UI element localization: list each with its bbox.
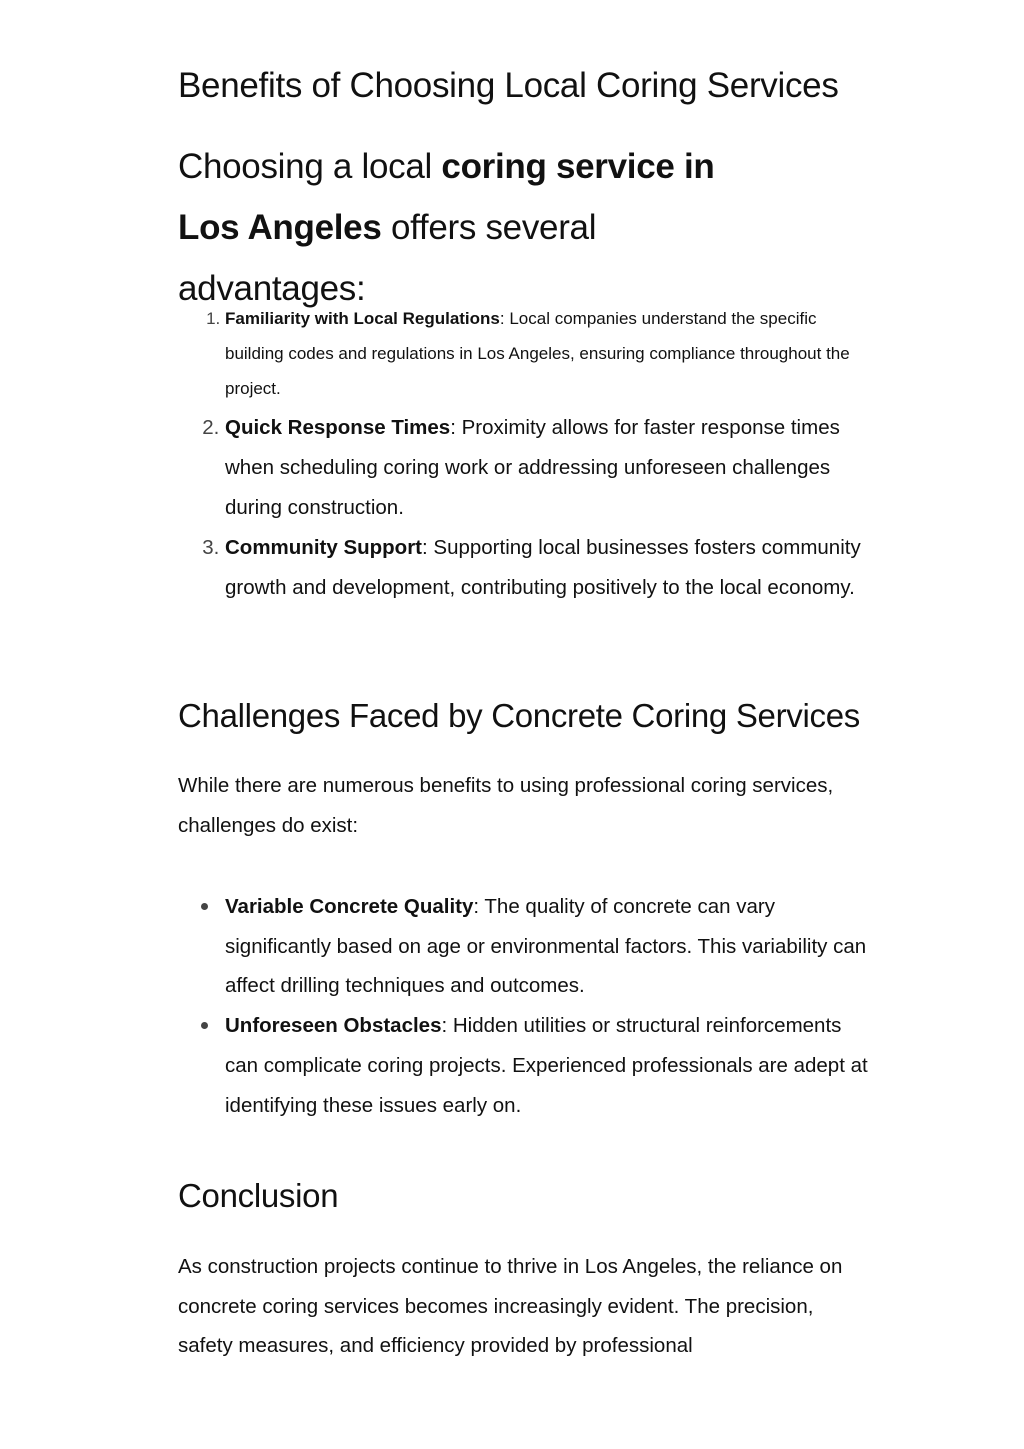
list-item — [225, 887, 875, 1006]
challenges-list — [178, 887, 875, 1125]
list-item — [225, 528, 875, 608]
list-item-title: Unforeseen Obstacles — [225, 1014, 442, 1038]
list-item-title: Community Support — [225, 536, 423, 559]
conclusion-heading: Conclusion — [178, 1177, 339, 1214]
list-item — [225, 1006, 875, 1125]
challenges-intro: While there are numerous benefits to using professional coring services, challenges do exist: — [178, 774, 834, 837]
challenges-heading: Challenges Faced by Concrete Coring Services — [178, 697, 860, 734]
list-item — [225, 408, 875, 528]
list-item-text: : Hidden utilities or structural reinforcements can complicate coring projects. Experienced professionals are adept at identifying these issues early on. — [225, 1014, 868, 1117]
list-item — [225, 301, 875, 406]
benefits-heading: Benefits of Choosing Local Coring Services — [178, 66, 839, 105]
list-item-text: : Proximity allows for faster response times when scheduling coring work or addressing unforeseen challenges during construction. — [225, 416, 840, 519]
benefits-intro-post: offers several advantages: — [178, 208, 597, 308]
benefits-intro-pre: Choosing a local — [178, 147, 442, 186]
list-item-title: Variable Concrete Quality — [225, 895, 474, 918]
list-item-title: Quick Response Times — [225, 416, 451, 439]
list-item-text: : The quality of concrete can vary significantly based on age or environmental factors. This variability can affect drilling techniques and outcomes. — [225, 895, 867, 998]
list-item-title: Familiarity with Local Regulations — [225, 309, 500, 328]
benefits-list — [178, 301, 875, 608]
benefits-intro-keyword: coring service in Los Angeles — [178, 147, 715, 247]
benefits-intro — [178, 136, 778, 319]
list-item-text: : Supporting local businesses fosters community growth and development, contributing positively to the local economy. — [225, 536, 861, 599]
list-item-text: : Local companies understand the specific building codes and regulations in Los Angeles, ensuring compliance throughout the project. — [225, 309, 850, 398]
conclusion-text: As construction projects continue to thrive in Los Angeles, the reliance on concrete coring services becomes increasingly evident. The precision, safety measures, and efficiency provided by professional — [178, 1255, 843, 1357]
